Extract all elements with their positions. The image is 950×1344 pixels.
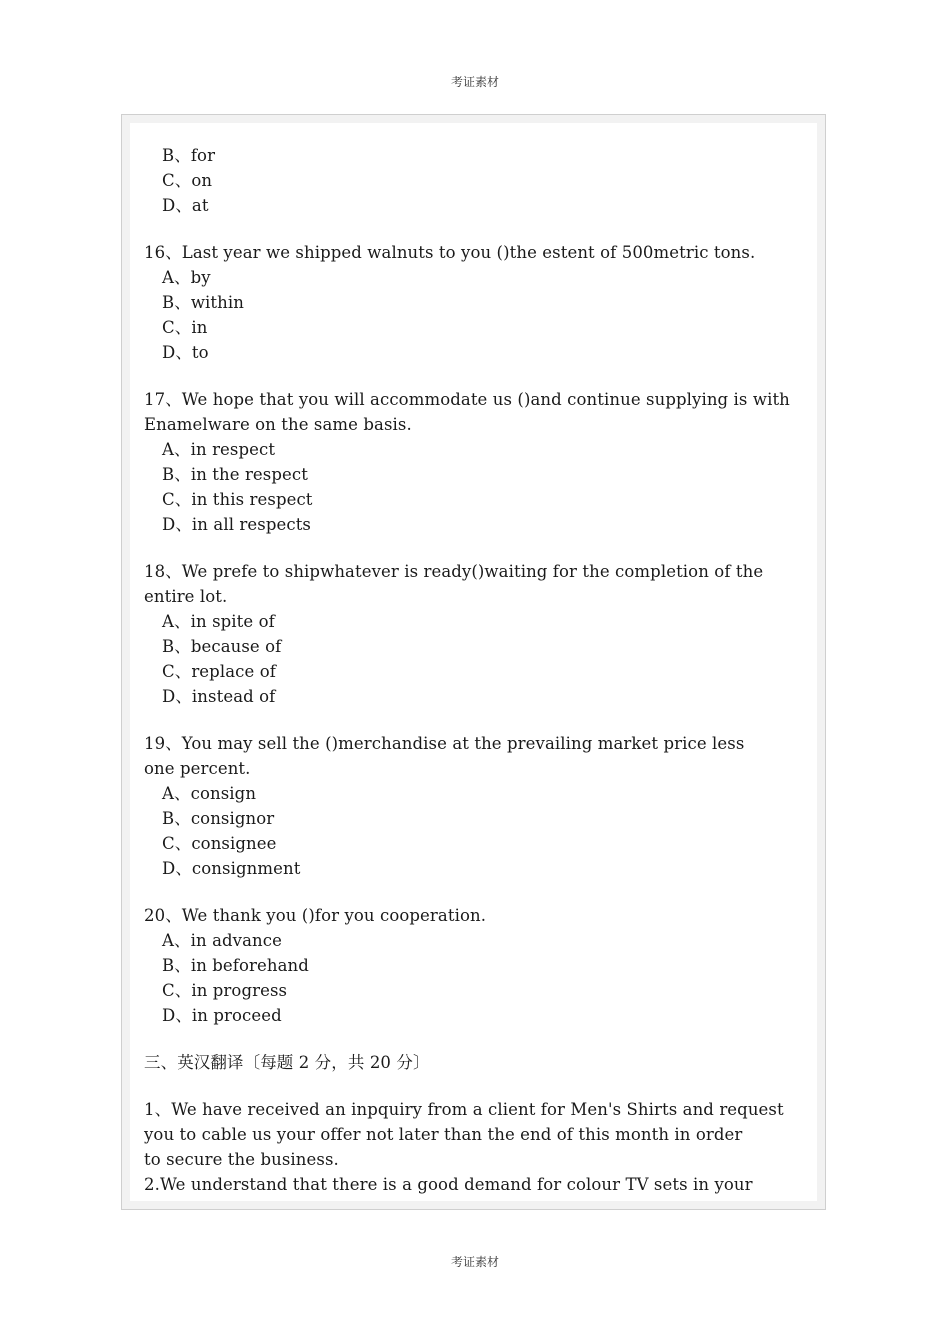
option-c: C、in xyxy=(162,318,208,337)
option-b: B、in beforehand xyxy=(162,956,309,975)
question-stem-line2: one percent. xyxy=(144,759,251,778)
question-17 xyxy=(144,387,814,537)
question-stem-line2: entire lot. xyxy=(144,587,228,606)
option-a: A、by xyxy=(162,268,211,287)
translation-item-2 xyxy=(144,1172,814,1197)
option-a: A、consign xyxy=(162,784,257,803)
question-15-options xyxy=(144,143,814,218)
document-content xyxy=(144,143,814,1197)
translation-line3: to secure the business. xyxy=(144,1150,339,1169)
question-20 xyxy=(144,903,814,1028)
section-title: 三、英汉翻译〔每题 2 分，共 20 分〕 xyxy=(144,1053,430,1072)
document-page[interactable] xyxy=(130,123,817,1201)
question-stem-line1: 18、We prefe to shipwhatever is ready()waiting for the completion of the xyxy=(144,562,764,581)
option-c: C、in progress xyxy=(162,981,288,1000)
option-b: B、in the respect xyxy=(162,465,308,484)
page-footer: 考证素材 xyxy=(450,1255,499,1269)
option-a: A、in respect xyxy=(162,440,276,459)
option-a: A、in spite of xyxy=(162,612,275,631)
translation-line1: 2.We understand that there is a good demand for colour TV sets in your xyxy=(144,1175,753,1194)
option-b: B、because of xyxy=(162,637,282,656)
question-16 xyxy=(144,240,814,365)
option-d: D、at xyxy=(162,196,209,215)
option-b: B、for xyxy=(162,146,216,165)
option-b: B、within xyxy=(162,293,244,312)
question-stem: 20、We thank you ()for you cooperation. xyxy=(144,906,487,925)
option-d: D、in all respects xyxy=(162,515,311,534)
option-d: D、consignment xyxy=(162,859,301,878)
option-c: C、on xyxy=(162,171,213,190)
question-stem: 16、Last year we shipped walnuts to you ()the estent of 500metric tons. xyxy=(144,243,756,262)
page-header: 考证素材 xyxy=(450,75,499,89)
question-19 xyxy=(144,731,814,881)
document-frame xyxy=(121,114,826,1210)
question-18 xyxy=(144,559,814,709)
option-c: C、replace of xyxy=(162,662,276,681)
question-stem-line2: Enamelware on the same basis. xyxy=(144,415,412,434)
option-c: C、in this respect xyxy=(162,490,313,509)
option-d: D、to xyxy=(162,343,209,362)
option-b: B、consignor xyxy=(162,809,275,828)
translation-line2: you to cable us your offer not later than the end of this month in order xyxy=(144,1125,743,1144)
translation-item-1 xyxy=(144,1097,814,1172)
option-d: D、in proceed xyxy=(162,1006,282,1025)
question-stem-line1: 19、You may sell the ()merchandise at the prevailing market price less xyxy=(144,734,745,753)
translation-line1: 1、We have received an inpquiry from a client for Men's Shirts and request xyxy=(144,1100,784,1119)
option-c: C、consignee xyxy=(162,834,277,853)
option-d: D、instead of xyxy=(162,687,276,706)
option-a: A、in advance xyxy=(162,931,282,950)
question-stem-line1: 17、We hope that you will accommodate us ()and continue supplying is with xyxy=(144,390,790,409)
